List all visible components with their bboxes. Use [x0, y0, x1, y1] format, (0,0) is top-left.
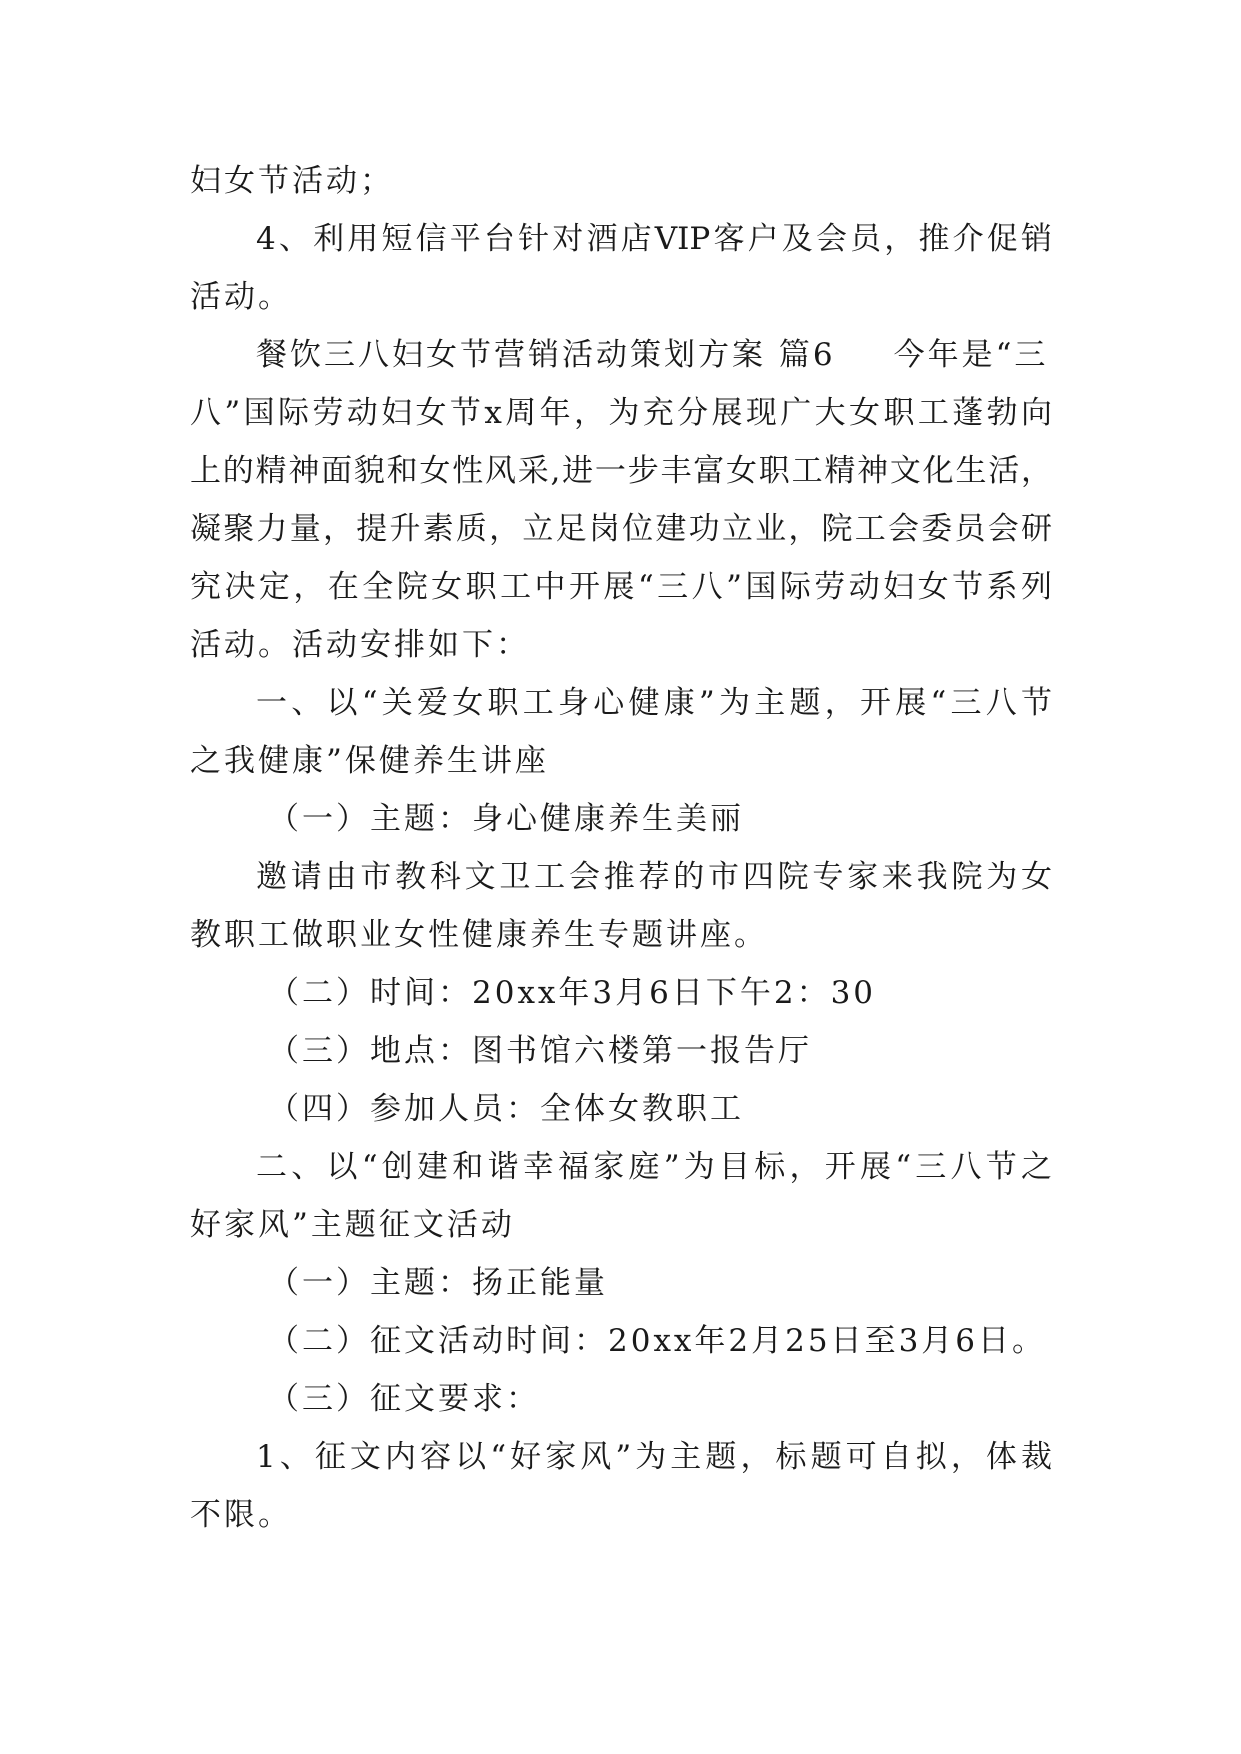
text-line: （一）主题：扬正能量: [268, 1265, 608, 1301]
text-line: 一、以“关爱女职工身心健康”为主题，开展“三八节: [256, 685, 1052, 721]
text-line: （三）征文要求：: [268, 1381, 540, 1417]
text-line: [190, 326, 1052, 384]
text-line: （三）地点：图书馆六楼第一报告厅: [268, 1033, 812, 1069]
text-line: 活动。活动安排如下：: [190, 627, 530, 663]
text-line: 活动。: [190, 279, 292, 315]
text-line: 4、利用短信平台针对酒店VIP客户及会员，推介促销: [256, 221, 1052, 257]
text-line: 教职工做职业女性健康养生专题讲座。: [190, 917, 768, 953]
text-fragment: 今年是“三: [893, 337, 1049, 373]
text-line: （四）参加人员：全体女教职工: [268, 1091, 744, 1127]
text-line: 好家风”主题征文活动: [190, 1207, 515, 1243]
text-line: 八”国际劳动妇女节x周年，为充分展现广大女职工蓬勃向: [190, 395, 1052, 431]
text-line: （二）时间：20xx年3月6日下午2：30: [268, 975, 877, 1011]
section-heading: 餐饮三八妇女节营销活动策划方案 篇6: [256, 337, 836, 373]
text-line: 邀请由市教科文卫工会推荐的市四院专家来我院为女: [256, 859, 1052, 895]
text-line: 不限。: [190, 1497, 292, 1533]
text-line: 上的精神面貌和女性风采,进一步丰富女职工精神文化生活，: [190, 453, 1052, 489]
document-page: [190, 152, 1052, 1544]
text-line: （一）主题：身心健康养生美丽: [268, 801, 744, 837]
text-line: 凝聚力量，提升素质，立足岗位建功立业，院工会委员会研: [190, 511, 1052, 547]
text-line: 二、以“创建和谐幸福家庭”为目标，开展“三八节之: [256, 1149, 1052, 1185]
text-line: 之我健康”保健养生讲座: [190, 743, 549, 779]
text-line: （二）征文活动时间：20xx年2月25日至3月6日。: [268, 1323, 1047, 1359]
text-line: 1、征文内容以“好家风”为主题，标题可自拟，体裁: [256, 1439, 1052, 1475]
text-line: 妇女节活动；: [190, 163, 394, 199]
text-line: 究决定，在全院女职工中开展“三八”国际劳动妇女节系列: [190, 569, 1052, 605]
